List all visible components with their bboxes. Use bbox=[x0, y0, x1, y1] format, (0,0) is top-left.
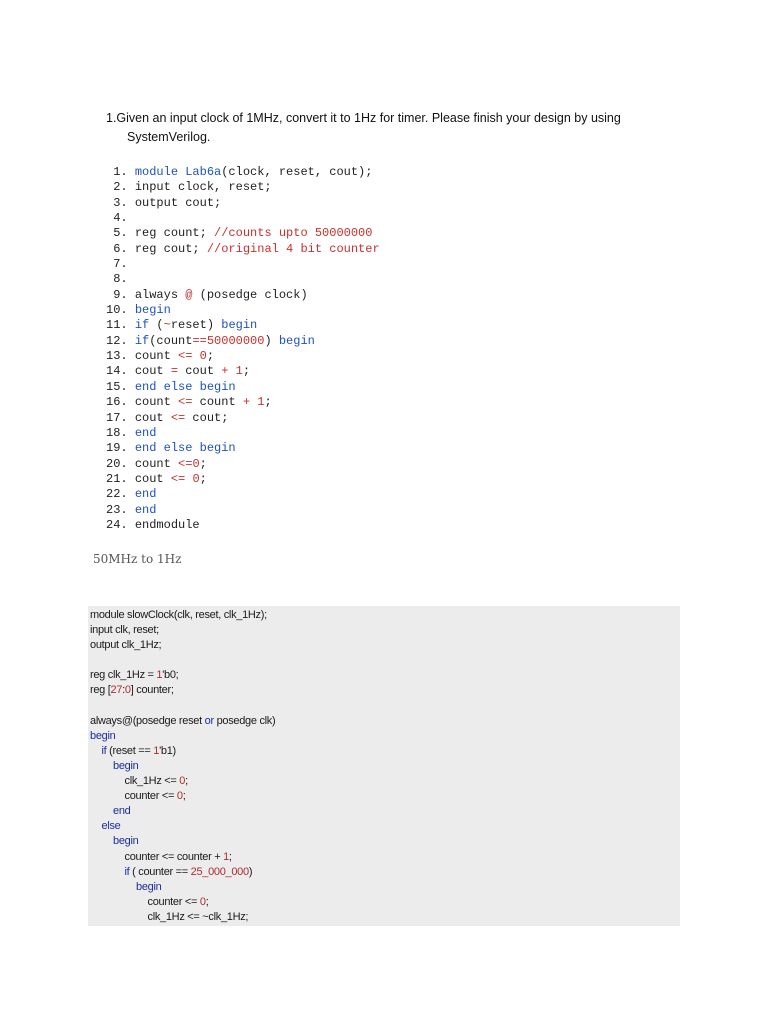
code-token: : bbox=[122, 684, 125, 697]
line-number: 3. bbox=[106, 195, 135, 210]
code-token: end bbox=[134, 487, 157, 502]
code-token: (count bbox=[149, 333, 193, 348]
code-token: module slowClock(clk, reset, clk_1Hz); bbox=[90, 609, 267, 621]
code-token: output cout; bbox=[134, 195, 222, 210]
code-token: begin bbox=[136, 880, 162, 893]
question-line-2: SystemVerilog. bbox=[127, 130, 211, 144]
code-token: cout bbox=[134, 410, 171, 425]
line-number: 9. bbox=[106, 287, 135, 302]
code-token: count bbox=[134, 349, 179, 364]
line-number: 11. bbox=[106, 318, 135, 333]
code-line bbox=[90, 683, 680, 698]
code-line bbox=[90, 638, 680, 653]
code-line bbox=[106, 395, 380, 410]
code-token: reg clk_1Hz = bbox=[90, 669, 157, 682]
code-token: else bbox=[101, 820, 121, 833]
code-token: reset) bbox=[170, 318, 222, 333]
code-token: begin bbox=[134, 303, 171, 318]
code-line bbox=[106, 426, 380, 441]
code-token: 'b0; bbox=[162, 669, 179, 682]
line-number: 1. bbox=[106, 165, 135, 179]
code-line bbox=[106, 180, 380, 195]
line-number: 21. bbox=[106, 471, 135, 486]
code-token: //counts upto 50000000 bbox=[214, 226, 373, 241]
code-token: clk_1Hz <= bbox=[124, 775, 180, 788]
code-token: 0 bbox=[199, 895, 206, 908]
code-token: 0 bbox=[124, 684, 131, 697]
code-line bbox=[106, 165, 380, 180]
code-token: ; bbox=[228, 850, 232, 863]
code-token: 0 bbox=[199, 349, 207, 364]
code-token: if bbox=[134, 333, 150, 348]
code-line bbox=[106, 457, 380, 472]
code-line bbox=[90, 865, 680, 880]
code-token: ( counter == bbox=[129, 865, 191, 878]
code-token: clk_1Hz <= ~clk_1Hz; bbox=[147, 910, 249, 923]
line-number: 10. bbox=[106, 303, 135, 318]
code-line bbox=[106, 196, 380, 211]
code-token: ; bbox=[199, 456, 207, 471]
code-listing-1 bbox=[106, 165, 380, 533]
code-token: (posedge clock) bbox=[192, 287, 308, 302]
code-token: 'b1) bbox=[159, 744, 176, 757]
code-token: == bbox=[192, 333, 207, 348]
code-line bbox=[106, 257, 380, 272]
code-token: end else begin bbox=[134, 379, 236, 394]
code-line bbox=[90, 880, 680, 895]
code-line bbox=[90, 804, 680, 819]
code-line bbox=[106, 334, 380, 349]
line-number: 7. bbox=[106, 257, 135, 272]
code-token: reg count; bbox=[134, 226, 215, 241]
code-token: counter <= bbox=[147, 895, 200, 908]
code-token: reg cout; bbox=[134, 241, 207, 256]
code-token: cout bbox=[134, 471, 171, 486]
line-number: 22. bbox=[106, 487, 135, 502]
code-token: input clock, reset; bbox=[134, 180, 272, 195]
code-token: + bbox=[242, 395, 251, 410]
code-line bbox=[106, 364, 380, 379]
code-line bbox=[90, 834, 680, 849]
code-line bbox=[106, 242, 380, 257]
code-token: begin bbox=[90, 729, 116, 742]
code-token: if bbox=[134, 318, 150, 333]
code-line bbox=[106, 318, 380, 333]
code-token: begin bbox=[221, 318, 258, 333]
code-token: 25_000_000 bbox=[190, 865, 249, 878]
code-token: begin bbox=[278, 333, 315, 348]
line-number: 2. bbox=[106, 180, 135, 195]
code-token: (clock, reset, cout); bbox=[221, 165, 373, 179]
line-number: 16. bbox=[106, 395, 135, 410]
code-token: if bbox=[101, 744, 107, 757]
code-line bbox=[90, 895, 680, 910]
code-line bbox=[106, 472, 380, 487]
code-token: end else begin bbox=[134, 441, 236, 456]
line-number: 4. bbox=[106, 211, 135, 226]
code-token: = bbox=[170, 364, 179, 379]
code-line bbox=[90, 774, 680, 789]
code-token: <= bbox=[178, 395, 193, 410]
code-token: ; bbox=[205, 895, 209, 908]
code-token: 0 bbox=[179, 775, 186, 788]
code-line bbox=[106, 211, 380, 226]
code-token: ; bbox=[199, 471, 207, 486]
code-line bbox=[90, 608, 680, 623]
code-line bbox=[106, 441, 380, 456]
line-number: 6. bbox=[106, 241, 135, 256]
code-token: ) bbox=[264, 333, 279, 348]
code-token: end bbox=[134, 502, 157, 517]
code-line bbox=[90, 910, 680, 925]
code-token: <= bbox=[178, 456, 193, 471]
code-token: always bbox=[134, 287, 186, 302]
code-token: <= bbox=[170, 471, 186, 486]
code-token: end bbox=[134, 425, 157, 440]
line-number: 19. bbox=[106, 441, 135, 456]
code-token: ; bbox=[206, 349, 215, 364]
code-line bbox=[106, 487, 380, 502]
code-line bbox=[90, 759, 680, 774]
code-token: cout bbox=[134, 364, 171, 379]
code-token: ) bbox=[248, 865, 253, 878]
code-token: ] counter; bbox=[130, 684, 174, 697]
code-line bbox=[90, 623, 680, 638]
code-token: 1 bbox=[235, 364, 243, 379]
code-token: 50000000 bbox=[206, 333, 265, 348]
code-line bbox=[106, 272, 380, 287]
line-number: 15. bbox=[106, 379, 135, 394]
line-number: 23. bbox=[106, 502, 135, 517]
code-token: <= bbox=[170, 410, 186, 425]
code-token: ( bbox=[149, 318, 164, 333]
line-number: 5. bbox=[106, 226, 135, 241]
code-token: ; bbox=[185, 775, 188, 788]
code-line bbox=[106, 518, 380, 533]
code-token: //original 4 bit counter bbox=[206, 241, 380, 256]
code-token: if bbox=[124, 865, 130, 878]
code-token: <= bbox=[178, 349, 193, 364]
code-line bbox=[106, 411, 380, 426]
code-line bbox=[90, 668, 680, 683]
code-token: or bbox=[204, 714, 214, 727]
code-token: counter <= counter + bbox=[124, 850, 224, 863]
code-line bbox=[106, 503, 380, 518]
code-token bbox=[192, 349, 199, 363]
code-token: output clk_1Hz; bbox=[90, 639, 162, 652]
code-token: begin bbox=[113, 835, 139, 848]
code-token: reg [ bbox=[90, 684, 111, 697]
code-line bbox=[90, 789, 680, 804]
code-token: 1 bbox=[156, 669, 163, 682]
code-token: count bbox=[192, 395, 243, 410]
code-line bbox=[106, 226, 380, 241]
code-token: 1 bbox=[153, 744, 160, 757]
section-subheading: 50MHz to 1Hz bbox=[93, 552, 182, 566]
code-token: count bbox=[134, 395, 179, 410]
code-line bbox=[106, 349, 380, 364]
code-line bbox=[90, 744, 680, 759]
line-number: 13. bbox=[106, 349, 135, 364]
code-line bbox=[106, 380, 380, 395]
code-token: posedge clk) bbox=[213, 714, 276, 727]
code-token: cout bbox=[178, 364, 222, 379]
code-token: 0 bbox=[192, 471, 200, 486]
code-line bbox=[106, 288, 380, 303]
code-line bbox=[90, 714, 680, 729]
line-number: 12. bbox=[106, 333, 135, 348]
code-listing-2 bbox=[88, 606, 680, 926]
line-number: 24. bbox=[106, 517, 135, 532]
code-line bbox=[90, 819, 680, 834]
line-number: 8. bbox=[106, 272, 135, 287]
code-token: counter <= bbox=[124, 790, 177, 803]
code-token: 0 bbox=[192, 456, 200, 471]
code-token: cout; bbox=[185, 410, 229, 425]
code-token: 1 bbox=[257, 395, 265, 410]
line-number: 17. bbox=[106, 410, 135, 425]
code-token: ; bbox=[182, 790, 186, 803]
code-line bbox=[90, 850, 680, 865]
code-token: ; bbox=[242, 364, 251, 379]
code-token: @ bbox=[185, 287, 193, 302]
code-token bbox=[228, 364, 235, 378]
question-text bbox=[106, 109, 666, 147]
code-token: 0 bbox=[176, 790, 183, 803]
code-token: 27 bbox=[110, 684, 123, 697]
code-token: + bbox=[221, 364, 229, 379]
code-line bbox=[90, 729, 680, 744]
code-token: always@(posedge reset bbox=[90, 714, 205, 727]
code-token: ~ bbox=[163, 318, 171, 333]
code-token: endmodule bbox=[134, 517, 200, 532]
line-number: 14. bbox=[106, 364, 135, 379]
line-number: 18. bbox=[106, 425, 135, 440]
line-number: 20. bbox=[106, 456, 135, 471]
code-token: end bbox=[113, 805, 131, 818]
code-token: (reset == bbox=[106, 744, 154, 757]
question-line-1: 1.Given an input clock of 1MHz, convert it to 1Hz for timer. Please finish your design by using bbox=[106, 111, 621, 125]
code-line bbox=[106, 303, 380, 318]
code-token: ; bbox=[264, 395, 272, 410]
code-line bbox=[90, 699, 680, 714]
code-token: begin bbox=[113, 759, 139, 772]
code-token: 1 bbox=[223, 850, 229, 863]
code-line bbox=[90, 653, 680, 668]
code-token: count bbox=[134, 456, 179, 471]
code-token: module Lab6a bbox=[134, 165, 222, 179]
code-token: input clk, reset; bbox=[90, 624, 159, 637]
